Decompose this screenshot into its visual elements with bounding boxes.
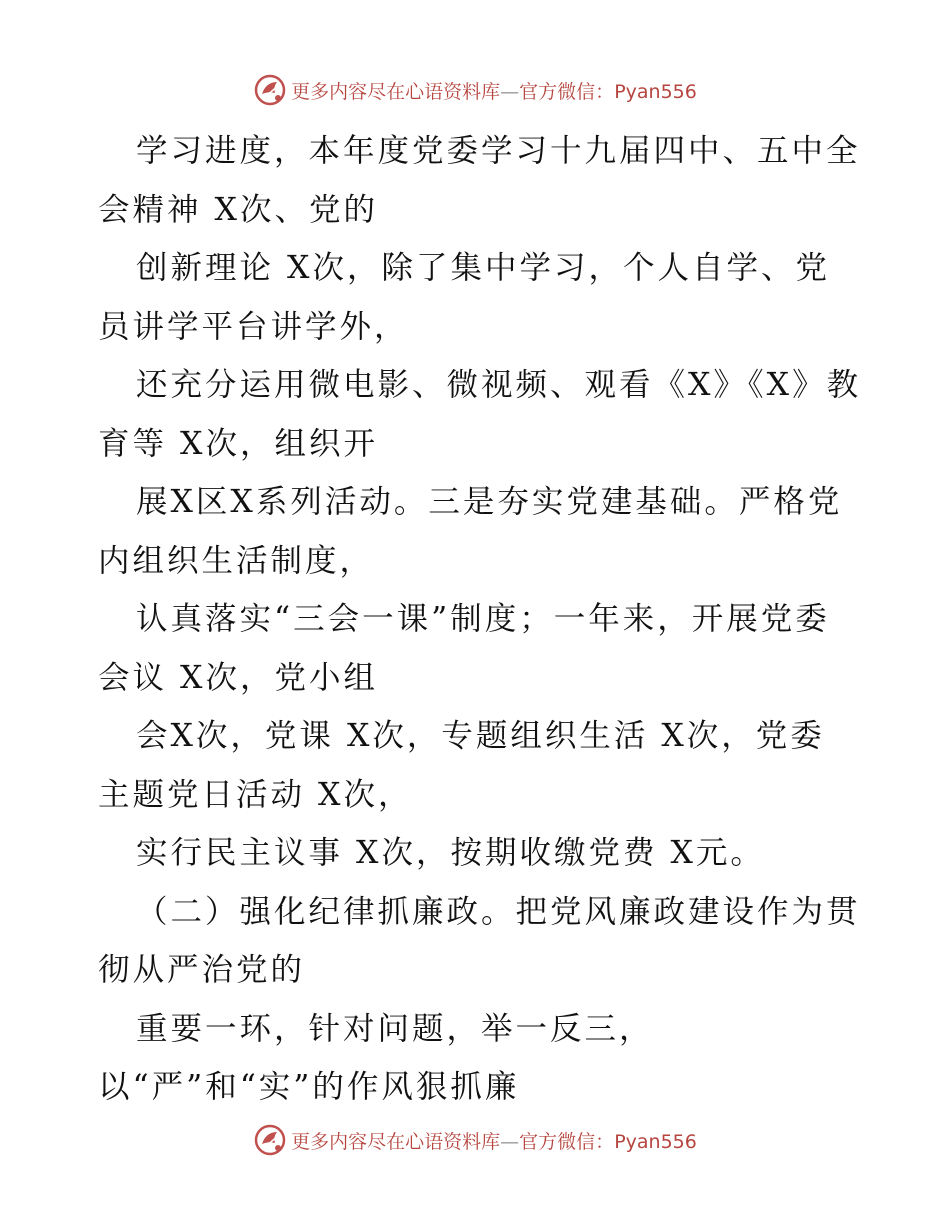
logo-icon [253,1123,287,1157]
watermark-official-label: 官方微信： [519,80,615,103]
text-line: 内组织生活制度， [98,542,375,579]
watermark-official-label: 官方微信： [519,1130,615,1153]
watermark-dash: — [500,80,520,103]
text-line: 会精神 X次、党的 [98,191,378,228]
text-line: 会X次，党课 X次，专题组织生活 X次，党委 [136,718,825,754]
watermark-text [291,77,697,104]
watermark-id: Pyan556 [614,1130,697,1153]
watermark-id: Pyan556 [614,80,697,103]
text-line: 还充分运用微电影、微视频、观看《X》《X》教 [136,367,862,403]
watermark-main-text: 更多内容尽在心语资料库 [291,1130,501,1153]
text-line: 认真落实“三会一课”制度；一年来，开展党委 [136,601,830,637]
watermark-text [291,1127,697,1154]
text-line: 主题党日活动 X次， [98,776,413,813]
logo-icon [253,73,287,107]
text-line: （二）强化纪律抓廉政。把党风廉政建设作为贯 [136,893,861,930]
text-line: 学习进度，本年度党委学习十九届四中、五中全 [136,133,861,169]
header-watermark [0,70,950,110]
text-line: 展X区X系列活动。三是夯实党建基础。严格党 [136,484,843,520]
text-line: 重要一环，针对问题，举一反三， [136,1010,654,1047]
document-body [98,122,862,1117]
text-line: 员讲学平台讲学外， [98,308,409,345]
watermark-dash: — [500,1130,520,1153]
text-line: 育等 X次，组织开 [98,425,378,462]
text-line: 实行民主议事 X次，按期收缴党费 X元。 [136,835,765,871]
watermark-main-text: 更多内容尽在心语资料库 [291,80,501,103]
text-line: 会议 X次，党小组 [98,659,378,696]
text-line: 以“严”和“实”的作风狠抓廉 [98,1069,520,1105]
footer-watermark [0,1120,950,1160]
text-line: 彻从严治党的 [98,952,306,988]
text-line: 创新理论 X次，除了集中学习，个人自学、党 [136,250,830,286]
